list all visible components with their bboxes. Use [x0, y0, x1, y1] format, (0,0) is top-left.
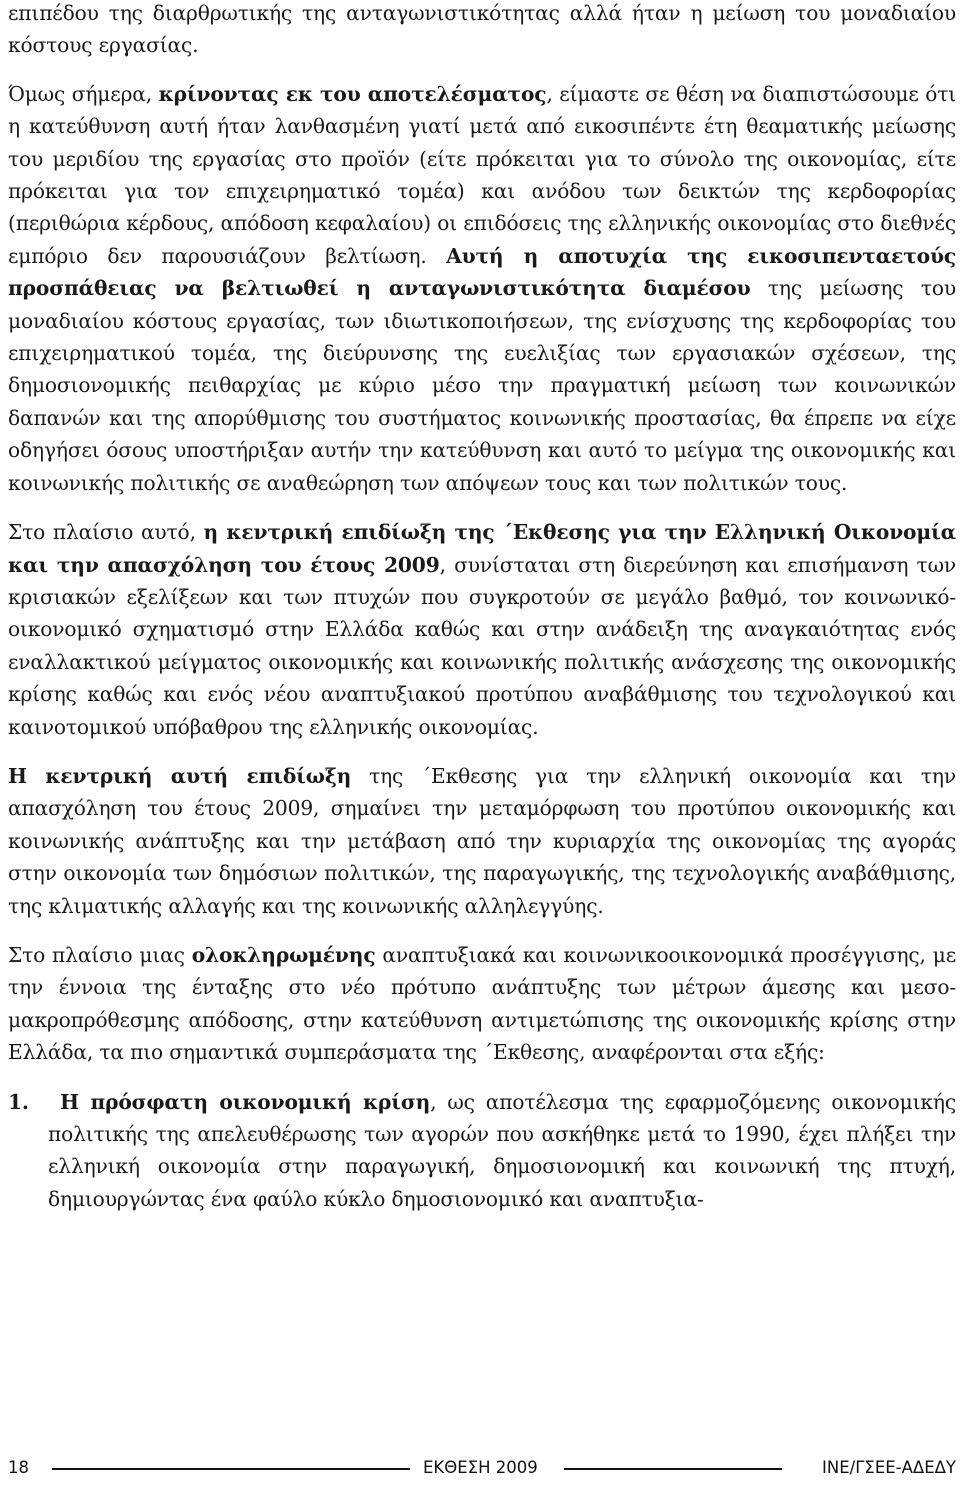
paragraph-hindsight [8, 78, 956, 499]
paragraph-text: Στο πλαίσιο μιας [8, 942, 192, 967]
list-number: 1. [8, 1089, 29, 1114]
footer-rule-left [52, 1468, 410, 1470]
footer-organization: ΙΝΕ/ΓΣΕΕ-ΑΔΕΔΥ [822, 1458, 956, 1477]
emphasis-text: Αυτή η αποτυχία της εικοσιπενταετούς προσπάθειας να βελτιωθεί η ανταγωνιστικότητα διαμέσου [8, 243, 956, 301]
emphasis-text: ολοκληρωμένης [191, 942, 376, 967]
page-footer [8, 1452, 956, 1486]
emphasis-text: Η πρόσφατη οικονομική κρίση [60, 1089, 431, 1114]
paragraph-conclusions-intro [8, 939, 956, 1069]
paragraph-text: , είμαστε σε θέση να διαπιστώσουμε ότι η κατεύθυνση αυτή ήταν λανθασμένη γιατί μετά από εικοσιπέντε έτη θεαματικής μείωσης του μεριδίου της εργασίας στο προϊόν (είτε πρόκειται για το σύνολο της οικονομίας, είτε πρόκειται για τον επιχειρηματικό τομέα) και ανόδου των δεικτών της κερδοφορίας (περιθώρια κέρδους, απόδοση κεφαλαίου) οι επιδόσεις της ελληνικής οικονομίας στο διεθνές εμπόριο δεν παρουσιάζουν βελτίωση. [8, 81, 957, 268]
page-number: 18 [8, 1458, 29, 1477]
footer-report-title: ΕΚΘΕΣΗ 2009 [423, 1458, 538, 1477]
paragraph-text: , ως αποτέλεσμα της εφαρμοζόμενης οικονομικής πολιτικής της απελευθέρωσης των αγορών που ασκήθηκε μετά το 1990, έχει πλήξει την ελληνική οικονομία στην παραγωγική, δημοσιονομική και κοινωνική της πτυχή, δημιουργώντας ένα φαύλο κύκλο δημοσιονομικό και αναπτυξια- [48, 1089, 956, 1211]
emphasis-text: Η κεντρική αυτή επιδίωξη [8, 763, 352, 788]
paragraph-text: αναπτυξιακά και κοινωνικοοικονομικά προσέγγισης, με την έννοια της ένταξης στο νέο πρότυπο ανάπτυξης των μέτρων άμεσης και μεσο-μακροπρόθεσμης απόδοσης, στην κατεύθυνση αντιμετώπισης της οικονομικής κρίσης στην Ελλάδα, τα πιο σημαντικά συμπεράσματα της ΄Εκθεσης, αναφέρονται στα εξής: [8, 942, 957, 1065]
paragraph-text: της μείωσης του μοναδιαίου κόστους εργασίας, των ιδιωτικοποιήσεων, της ενίσχυσης της κερδοφορίας του επιχειρηματικού τομέα, της διεύρυνσης της ευελιξίας των εργασιακών σχέσεων, της δημοσιονομικής πειθαρχίας με κύριο μέσο την πραγματική μείωση των κοινωνικών δαπανών και της απορύθμισης του συστήματος κοινωνικής προστασίας, θα έπρεπε να είχε οδηγήσει όσους υποστήριξαν αυτήν την κατεύθυνση και αυτό το μείγμα της οικονομικής και κοινωνικής πολιτικής σε αναθεώρηση των απόψεων τους και των πολιτικών τους. [8, 276, 956, 495]
paragraph-central-aim [8, 516, 956, 743]
paragraph-text: επιπέδου της διαρθρωτικής της ανταγωνιστικότητας αλλά ήταν η μείωση του μοναδιαίου κόστους εργασίας. [8, 1, 956, 58]
list-item [8, 1086, 956, 1216]
paragraph-continuation [8, 0, 956, 62]
paragraph-transformation [8, 760, 956, 922]
emphasis-text: κρίνοντας εκ του αποτελέσματος [158, 81, 547, 106]
paragraph-text: Στο πλαίσιο αυτό, [8, 520, 204, 545]
document-body [8, 0, 956, 1215]
paragraph-text: , συνίσταται στη διερεύνηση και επισήμανση των κρισιακών εξελίξεων και των πτυχών που συγκροτούν σε μεγάλο βαθμό, τον κοινωνικό-οικονομικό σχηματισμό στην Ελλάδα καθώς και στην ανάδειξη της αναγκαιότητας ενός εναλλακτικού μείγματος οικονομικής και κοινωνικής πολιτικής ανάσχεσης της οικονομικής κρίσης καθώς και ενός νέου αναπτυξιακού προτύπου αναβάθμισης του τεχνολογικού και καινοτομικού υπόβαθρου της ελληνικής οικονομίας. [8, 552, 957, 739]
paragraph-text: της ΄Εκθεσης για την ελληνική οικονομία και την απασχόληση του έτους 2009, σημαίνει την μεταμόρφωση του προτύπου οικονομικής και κοινωνικής ανάπτυξης και την μετάβαση από την κυριαρχία της οικονομίας της αγοράς στην οικονομία των δημόσιων πολιτικών, της παραγωγικής, της τεχνολογικής αναβάθμισης, της κλιματικής αλλαγής και της κοινωνικής αλληλεγγύης. [8, 763, 956, 918]
emphasis-text: η κεντρική επιδίωξη της ΄Εκθεσης για την Ελληνική Οικονομία και την απασχόληση του έτους 2009 [8, 520, 956, 577]
footer-rule-right [564, 1468, 782, 1470]
paragraph-text: Όμως σήμερα, [8, 81, 159, 106]
